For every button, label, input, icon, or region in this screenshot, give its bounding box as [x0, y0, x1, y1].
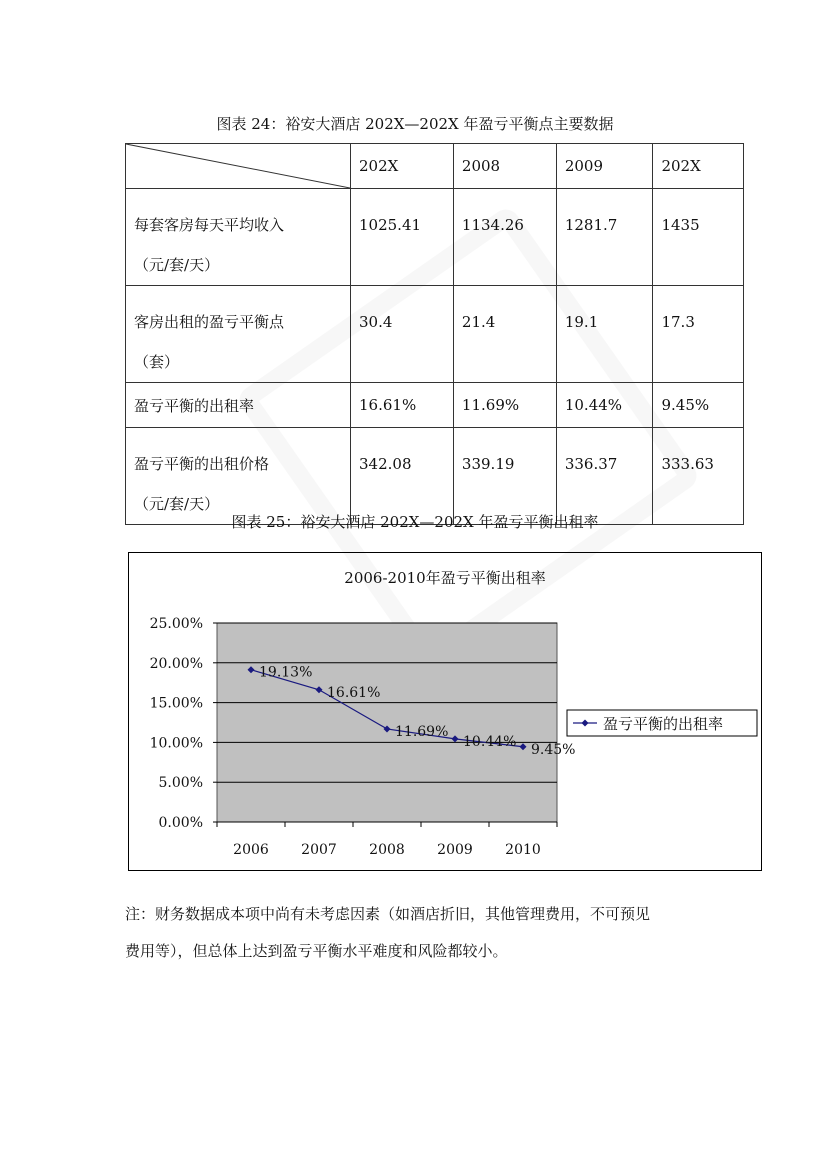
y-tick-label: 0.00% — [158, 815, 203, 831]
cell: 16.61% — [351, 383, 454, 428]
chart-title: 2006-2010年盈亏平衡出租率 — [344, 569, 546, 587]
header-cell: 2008 — [453, 144, 556, 189]
row-label: 盈亏平衡的出租率 — [126, 383, 351, 428]
cell: 1281.7 — [556, 189, 653, 286]
x-tick-label: 2007 — [301, 842, 337, 858]
breakeven-rate-chart — [129, 553, 761, 870]
header-cell: 202X — [351, 144, 454, 189]
chart-frame — [128, 552, 762, 871]
x-tick-label: 2006 — [233, 842, 269, 858]
cell: 342.08 — [351, 428, 454, 525]
plot-area — [217, 623, 557, 822]
table-header-row — [126, 144, 744, 189]
cell: 336.37 — [556, 428, 653, 525]
header-cell: 202X — [653, 144, 744, 189]
x-tick-label: 2009 — [437, 842, 473, 858]
y-tick-label: 20.00% — [149, 655, 203, 672]
cell: 1025.41 — [351, 189, 454, 286]
y-tick-label: 10.00% — [149, 735, 203, 752]
data-label: 10.44% — [463, 733, 517, 750]
chart-caption: 图表 25：裕安大酒店 202X—202X 年盈亏平衡出租率 — [231, 513, 599, 531]
table-row — [126, 428, 744, 525]
note-line: 注：财务数据成本项中尚有未考虑因素（如酒店折旧，其他管理费用，不可预见 — [125, 905, 651, 923]
y-tick-label: 25.00% — [149, 616, 203, 632]
row-label: 每套客房每天平均收入 （元/套/天） — [126, 189, 351, 286]
cell: 1134.26 — [453, 189, 556, 286]
cell: 11.69% — [453, 383, 556, 428]
cell: 339.19 — [453, 428, 556, 525]
cell: 17.3 — [653, 286, 744, 383]
cell: 21.4 — [453, 286, 556, 383]
cell: 333.63 — [653, 428, 744, 525]
data-label: 11.69% — [395, 723, 449, 740]
header-cell: 2009 — [556, 144, 653, 189]
breakeven-table — [125, 143, 744, 525]
data-label: 19.13% — [259, 664, 313, 681]
data-label: 9.45% — [531, 741, 576, 758]
y-tick-label: 5.00% — [158, 775, 203, 792]
x-tick-label: 2008 — [369, 842, 405, 858]
note-line: 费用等），但总体上达到盈亏平衡水平难度和风险都较小。 — [125, 942, 508, 960]
cell: 1435 — [653, 189, 744, 286]
cell: 19.1 — [556, 286, 653, 383]
table-row — [126, 286, 744, 383]
row-label: 盈亏平衡的出租价格 （元/套/天） — [126, 428, 351, 525]
diagonal-header-cell — [126, 144, 351, 189]
legend-label: 盈亏平衡的出租率 — [603, 715, 724, 733]
table-caption: 图表 24：裕安大酒店 202X—202X 年盈亏平衡点主要数据 — [216, 115, 614, 133]
y-tick-label: 15.00% — [149, 695, 203, 712]
x-tick-label: 2010 — [505, 842, 541, 858]
data-label: 16.61% — [327, 684, 381, 701]
diagonal-line — [126, 144, 350, 188]
cell: 9.45% — [653, 383, 744, 428]
cell: 10.44% — [556, 383, 653, 428]
row-label: 客房出租的盈亏平衡点 （套） — [126, 286, 351, 383]
cell: 30.4 — [351, 286, 454, 383]
table-row — [126, 383, 744, 428]
table-row — [126, 189, 744, 286]
